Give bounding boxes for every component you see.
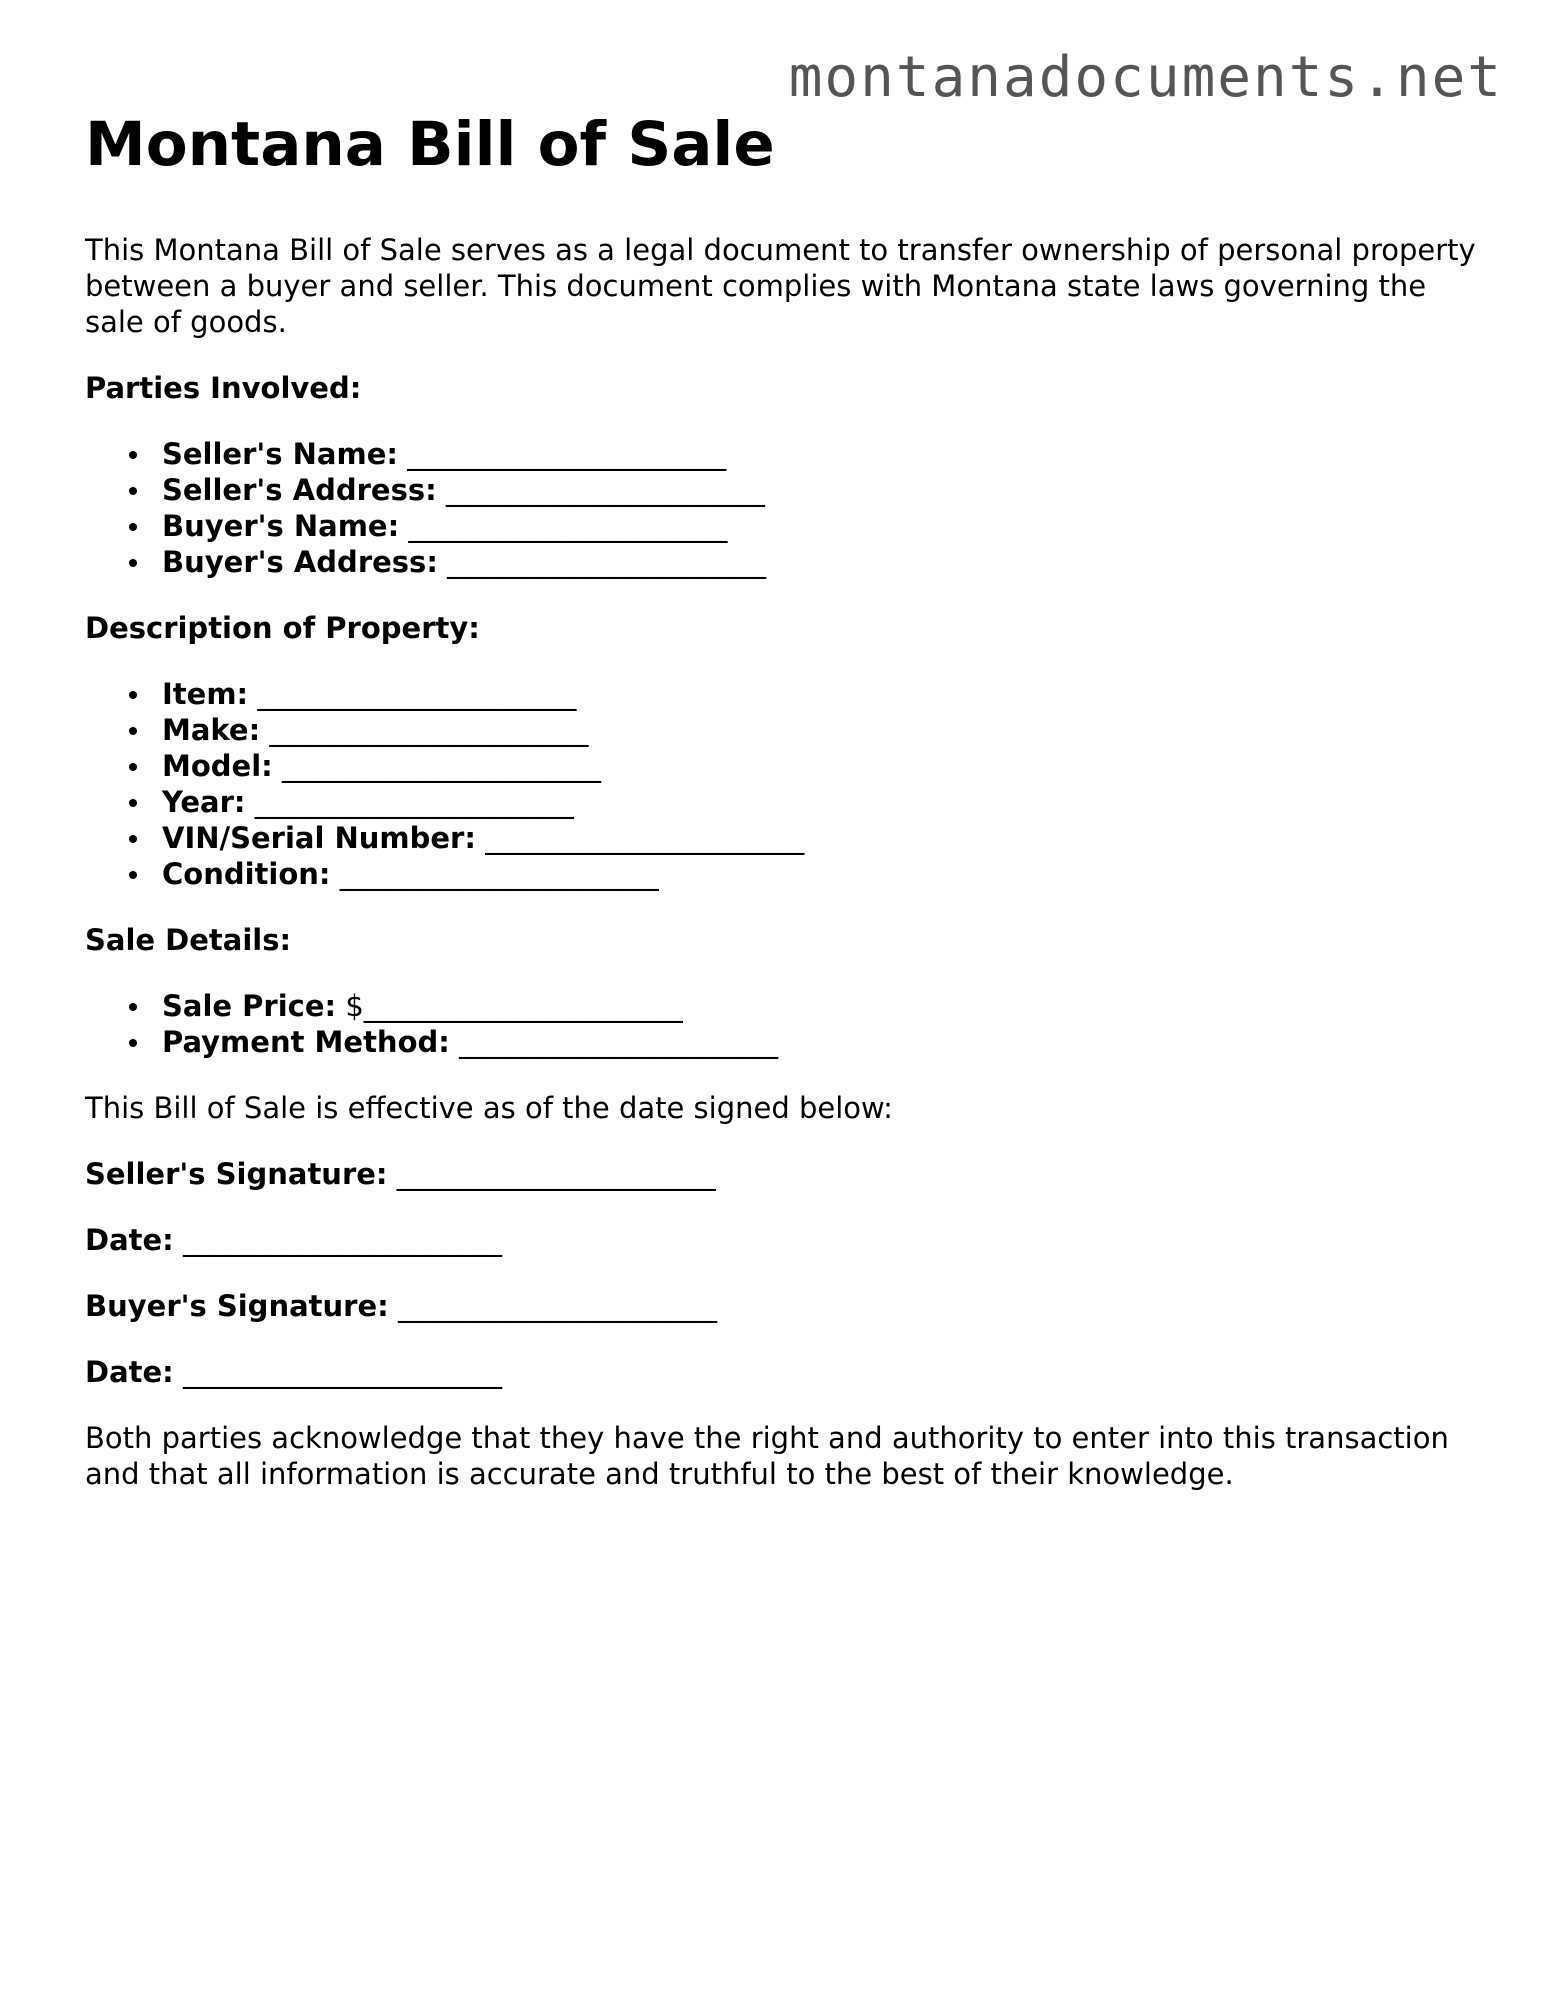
field-blank: ______________________ — [339, 857, 659, 891]
list-item-buyer-name — [162, 508, 1485, 544]
field-label: Year: — [162, 785, 246, 819]
field-label: Condition: — [162, 857, 331, 891]
field-blank: ______________________ — [485, 821, 805, 855]
field-blank: ______________________ — [459, 1025, 779, 1059]
field-blank: ______________________ — [257, 677, 577, 711]
field-label: Payment Method: — [162, 1025, 450, 1059]
property-list — [85, 676, 1485, 892]
list-item-item — [162, 676, 1485, 712]
intro-paragraph: This Montana Bill of Sale serves as a legal document to transfer ownership of personal property between a buyer and seller. This document complies with Montana state laws governing the sale of goods. — [85, 233, 1476, 339]
parties-list — [85, 436, 1485, 580]
field-blank: ______________________ — [269, 713, 589, 747]
page-title: Montana Bill of Sale — [85, 109, 775, 180]
watermark: montanadocuments.net — [788, 45, 1503, 110]
list-item-make — [162, 712, 1485, 748]
list-item-model — [162, 748, 1485, 784]
property-heading: Description of Property: — [85, 611, 480, 645]
document-page — [85, 108, 1485, 1492]
list-item-year — [162, 784, 1485, 820]
field-label: Sale Price: — [162, 989, 337, 1023]
field-blank: ______________________ — [447, 545, 767, 579]
field-label: Buyer's Address: — [162, 545, 438, 579]
closing-paragraph: Both parties acknowledge that they have the right and authority to enter into this transaction and that all information is accurate and truthful to the best of their knowledge. — [85, 1421, 1449, 1491]
field-label: Buyer's Signature: — [85, 1289, 389, 1323]
list-item-payment-method — [162, 1024, 1485, 1060]
field-blank: ______________________ — [183, 1223, 502, 1257]
field-blank: ______________________ — [281, 749, 601, 783]
field-label: Date: — [85, 1355, 174, 1389]
field-label: VIN/Serial Number: — [162, 821, 476, 855]
field-blank: $______________________ — [345, 989, 683, 1023]
field-label: Seller's Signature: — [85, 1157, 388, 1191]
list-item-buyer-address — [162, 544, 1485, 580]
field-label: Buyer's Name: — [162, 509, 400, 543]
field-label: Make: — [162, 713, 261, 747]
list-item-vin — [162, 820, 1485, 856]
field-label: Date: — [85, 1223, 174, 1257]
field-blank: ______________________ — [408, 509, 728, 543]
field-blank: ______________________ — [407, 437, 727, 471]
buyer-signature-line — [85, 1288, 1485, 1324]
field-label: Seller's Name: — [162, 437, 398, 471]
seller-signature-line — [85, 1156, 1485, 1192]
seller-date-line — [85, 1222, 1485, 1258]
buyer-date-line — [85, 1354, 1485, 1390]
field-label: Seller's Address: — [162, 473, 437, 507]
list-item-seller-name — [162, 436, 1485, 472]
field-blank: ______________________ — [396, 1157, 716, 1191]
sale-list — [85, 988, 1485, 1060]
field-blank: ______________________ — [183, 1355, 502, 1389]
field-blank: ______________________ — [445, 473, 765, 507]
list-item-seller-address — [162, 472, 1485, 508]
effective-statement: This Bill of Sale is effective as of the date signed below: — [85, 1091, 893, 1125]
field-label: Item: — [162, 677, 249, 711]
field-blank: ______________________ — [397, 1289, 717, 1323]
field-blank: ______________________ — [254, 785, 574, 819]
sale-heading: Sale Details: — [85, 923, 292, 957]
list-item-condition — [162, 856, 1485, 892]
list-item-sale-price — [162, 988, 1485, 1024]
parties-heading: Parties Involved: — [85, 371, 362, 405]
field-label: Model: — [162, 749, 273, 783]
